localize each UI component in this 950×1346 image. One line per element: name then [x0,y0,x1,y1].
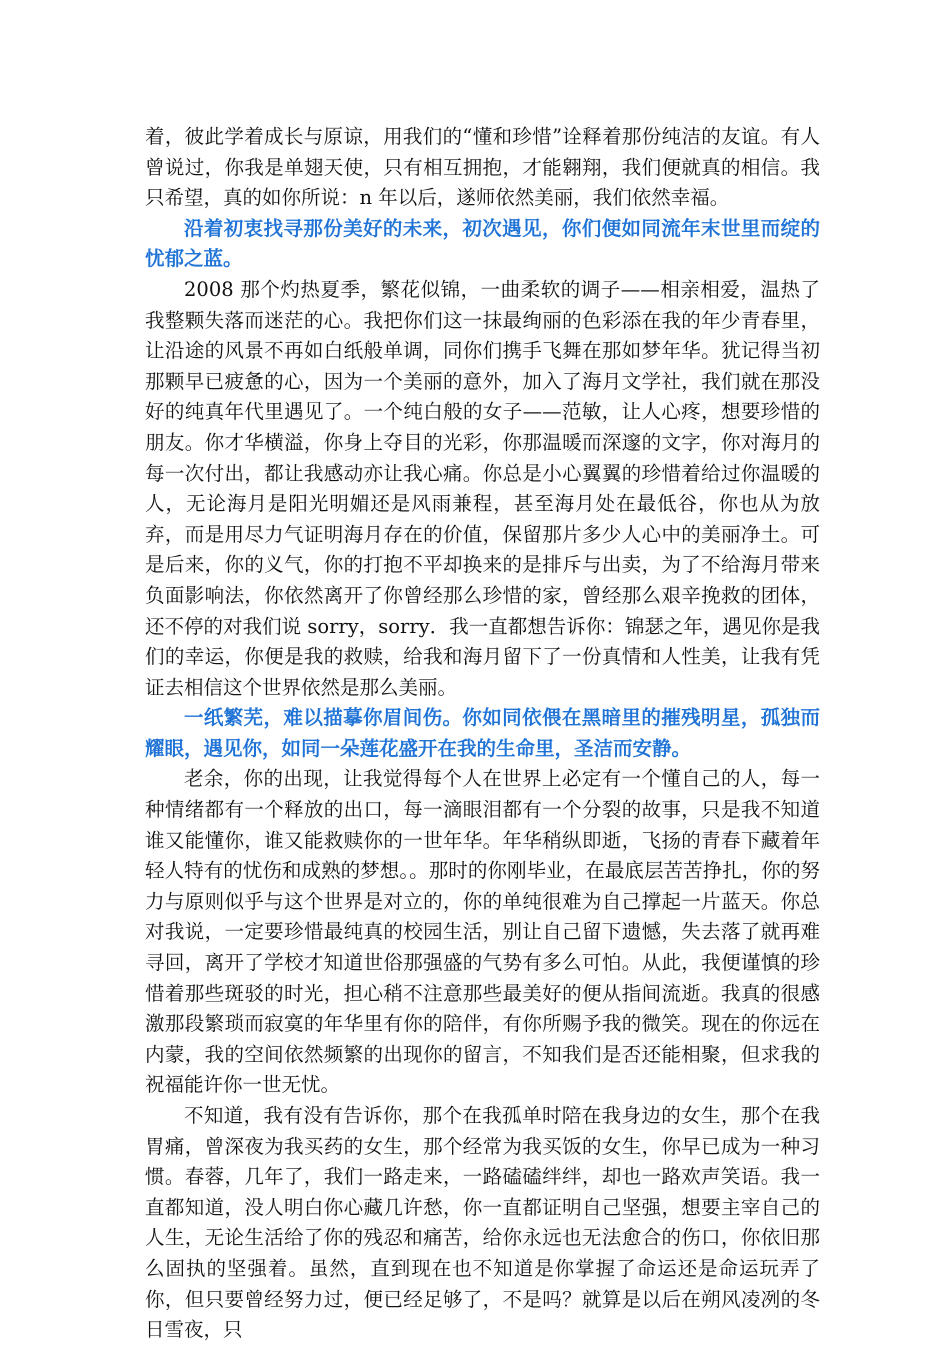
highlight-paragraph-blue-2: 一纸繁芜，难以描摹你眉间伤。你如同依偎在黑暗里的摧残明星，孤独而耀眼，遇见你，如同一朵莲花盛开在我的生命里，圣洁而安静。 [145,706,820,760]
document-page [145,122,820,1346]
paragraph-chunrong: 不知道，我有没有告诉你，那个在我孤单时陪在我身边的女生，那个在我胃痛，曾深夜为我买药的女生，那个经常为我买饭的女生，你早已成为一种习惯。春蓉，几年了，我们一路走来，一路磕磕绊绊，却也一路欢声笑语。我一直都知道，没人明白你心藏几许愁，你一直都证明自己坚强，想要主宰自己的人生，无论生活给了你的残忍和痛苦，给你永远也无法愈合的伤口，你依旧那么固执的坚强着。虽然，直到现在也不知道是你掌握了命运还是命运玩弄了你，但只要曾经努力过，便已经足够了，不是吗？就算是以后在朔风凌冽的冬日雪夜，只 [145,1104,820,1342]
paragraph-2008-summer: 2008 那个灼热夏季，繁花似锦，一曲柔软的调子——相亲相爱，温热了我整颗失落而迷茫的心。我把你们这一抹最绚丽的色彩添在我的年少青春里，让沿途的风景不再如白纸般单调，同你们携手飞舞在那如梦年华。犹记得当初那颗早已疲惫的心，因为一个美丽的意外，加入了海月文学社，我们就在那没好的纯真年代里遇见了。一个纯白般的女子——范敏，让人心疼，想要珍惜的朋友。你才华横溢，你身上夺目的光彩，你那温暖而深邃的文字，你对海月的每一次付出，都让我感动亦让我心痛。你总是小心翼翼的珍惜着给过你温暖的人，无论海月是阳光明媚还是风雨兼程，甚至海月处在最低谷，你也从为放弃，而是用尽力气证明海月存在的价值，保留那片多少人心中的美丽净土。可是后来，你的义气，你的打抱不平却换来的是排斥与出卖，为了不给海月带来负面影响法，你依然离开了你曾经那么珍惜的家，曾经那么艰辛挽救的团体，还不停的对我们说 sorry，sorry．我一直都想告诉你：锦瑟之年，遇见你是我们的幸运，你便是我的救赎，给我和海月留下了一份真情和人性美，让我有凭证去相信这个世界依然是那么美丽。 [145,277,820,699]
paragraph-laoyu: 老余，你的出现，让我觉得每个人在世界上必定有一个懂自己的人，每一种情绪都有一个释放的出口，每一滴眼泪都有一个分裂的故事，只是我不知道谁又能懂你，谁又能救赎你的一世年华。年华稍纵即逝，飞扬的青春下藏着年轻人特有的忧伤和成熟的梦想。。那时的你刚毕业，在最底层苦苦挣扎，你的努力与原则似乎与这个世界是对立的，你的单纯很难为自己撑起一片蓝天。你总对我说，一定要珍惜最纯真的校园生活，别让自己留下遗憾，失去落了就再难寻回，离开了学校才知道世俗那强盛的气势有多么可怕。从此，我便谨慎的珍惜着那些斑驳的时光，担心稍不注意那些最美好的便从指间流逝。我真的很感激那段繁琐而寂寞的年华里有你的陪伴，有你所赐予我的微笑。现在的你远在内蒙，我的空间依然频繁的出现你的留言，不知我们是否还能相聚，但求我的祝福能许你一世无忧。 [145,767,820,1097]
paragraph-continuation: 着，彼此学着成长与原谅，用我们的“懂和珍惜”诠释着那份纯洁的友谊。有人曾说过，你我是单翅天使，只有相互拥抱，才能翱翔，我们便就真的相信。我只希望，真的如你所说：n 年以后，遂师依然美丽，我们依然幸福。 [145,125,820,210]
highlight-paragraph-blue-1: 沿着初衷找寻那份美好的未来，初次遇见，你们便如同流年末世里而绽的忧郁之蓝。 [145,216,820,271]
